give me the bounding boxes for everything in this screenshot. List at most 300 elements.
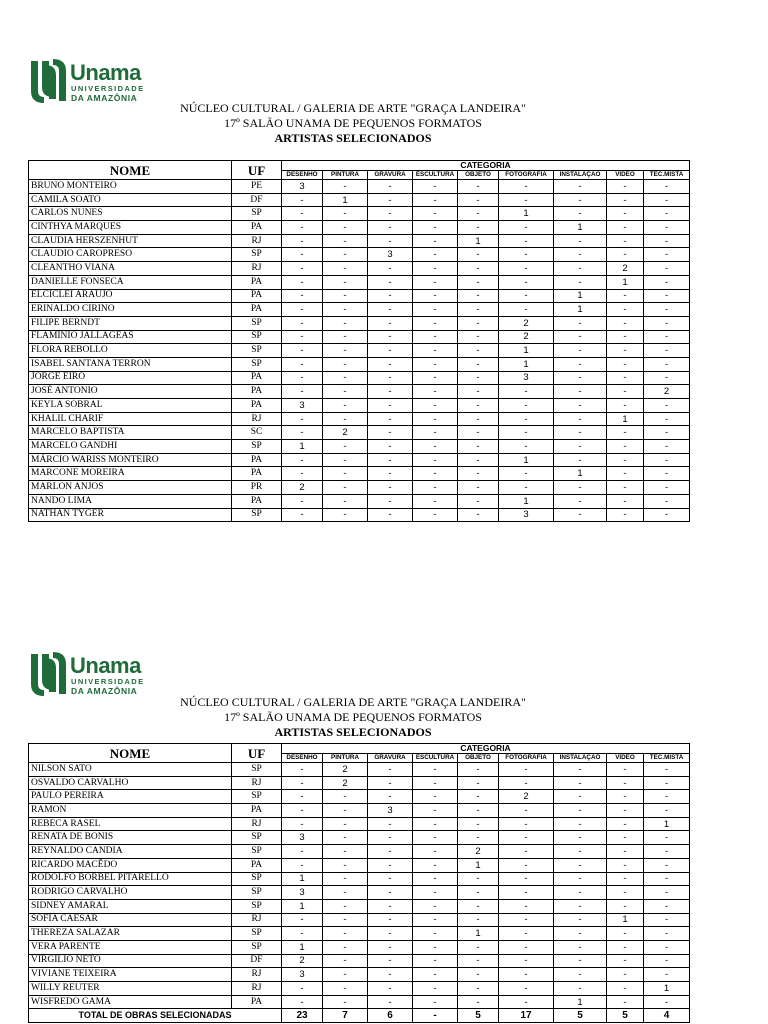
category-count: - — [458, 453, 499, 467]
category-count: - — [554, 440, 607, 454]
category-count: - — [458, 357, 499, 371]
category-count: - — [413, 385, 458, 399]
category-count: - — [368, 316, 413, 330]
category-count: - — [323, 399, 368, 413]
category-count: - — [413, 221, 458, 235]
artist-name: CARLOS NUNES — [29, 207, 232, 221]
category-count: - — [458, 804, 499, 818]
category-count: - — [368, 858, 413, 872]
category-count: - — [554, 193, 607, 207]
category-count: - — [413, 845, 458, 859]
category-count: - — [499, 831, 554, 845]
column-header-category: ESCULTURA — [413, 754, 458, 763]
category-count: - — [282, 316, 323, 330]
category-count: - — [499, 262, 554, 276]
column-header-category: TEC.MISTA — [644, 171, 690, 180]
category-count: - — [413, 316, 458, 330]
category-count: - — [458, 494, 499, 508]
category-count: - — [554, 426, 607, 440]
artist-name: REYNALDO CANDIA — [29, 845, 232, 859]
category-count: - — [368, 872, 413, 886]
category-count: - — [368, 968, 413, 982]
category-count: - — [282, 371, 323, 385]
brand-line1: UNIVERSIDADE — [71, 677, 145, 686]
category-count: - — [499, 817, 554, 831]
category-count: 1 — [499, 453, 554, 467]
category-count: - — [368, 180, 413, 194]
category-count: - — [644, 289, 690, 303]
category-count: 2 — [607, 262, 644, 276]
category-count: - — [413, 954, 458, 968]
category-count: - — [554, 790, 607, 804]
category-count: 1 — [458, 927, 499, 941]
category-count: - — [413, 858, 458, 872]
artist-uf: PA — [232, 221, 282, 235]
category-count: - — [644, 467, 690, 481]
artist-uf: PA — [232, 995, 282, 1009]
table-row — [29, 913, 690, 927]
table-row — [29, 440, 690, 454]
category-count: - — [499, 275, 554, 289]
artist-uf: PA — [232, 467, 282, 481]
artist-uf: SP — [232, 872, 282, 886]
category-count: - — [413, 453, 458, 467]
category-count: - — [282, 207, 323, 221]
table-row — [29, 886, 690, 900]
category-count: 1 — [554, 303, 607, 317]
category-count: - — [323, 440, 368, 454]
category-count: - — [554, 275, 607, 289]
category-count: - — [368, 357, 413, 371]
category-count: - — [644, 481, 690, 495]
artist-uf: DF — [232, 193, 282, 207]
artist-name: RAMON — [29, 804, 232, 818]
category-count: - — [282, 193, 323, 207]
category-count: - — [554, 399, 607, 413]
table-row — [29, 467, 690, 481]
category-count: - — [458, 426, 499, 440]
category-count: - — [499, 481, 554, 495]
category-count: - — [554, 494, 607, 508]
artist-uf: PA — [232, 804, 282, 818]
artist-name: DANIELLE FONSECA — [29, 275, 232, 289]
category-count: - — [413, 940, 458, 954]
category-count: - — [282, 927, 323, 941]
category-count: - — [323, 262, 368, 276]
column-header-category: TEC.MISTA — [644, 754, 690, 763]
category-count: 1 — [554, 995, 607, 1009]
category-count: - — [499, 858, 554, 872]
category-count: - — [499, 804, 554, 818]
category-count: - — [458, 440, 499, 454]
category-count: - — [458, 968, 499, 982]
category-count: - — [607, 193, 644, 207]
category-count: 1 — [499, 344, 554, 358]
header-line1: NÚCLEO CULTURAL / GALERIA DE ARTE "GRAÇA LANDEIRA" — [180, 101, 526, 115]
column-header-category: ESCULTURA — [413, 171, 458, 180]
brand-name: Unama — [70, 653, 141, 678]
category-count: - — [554, 804, 607, 818]
category-count: 3 — [499, 508, 554, 522]
artist-uf: RJ — [232, 412, 282, 426]
category-count: 2 — [499, 330, 554, 344]
artist-name: CINTHYA MARQUES — [29, 221, 232, 235]
table-row — [29, 344, 690, 358]
artist-name: CLEANTHO VIANA — [29, 262, 232, 276]
category-count: 1 — [607, 913, 644, 927]
category-count: - — [554, 234, 607, 248]
category-count: - — [644, 968, 690, 982]
category-count: - — [282, 467, 323, 481]
category-count: - — [644, 995, 690, 1009]
category-count: 1 — [554, 221, 607, 235]
category-count: - — [368, 330, 413, 344]
artist-name: FLAMÍNIO JALLAGEAS — [29, 330, 232, 344]
category-count: - — [644, 845, 690, 859]
category-count: - — [368, 481, 413, 495]
artist-uf: PA — [232, 399, 282, 413]
category-count: - — [282, 508, 323, 522]
category-count: - — [554, 954, 607, 968]
category-count: - — [368, 371, 413, 385]
category-count: - — [368, 995, 413, 1009]
category-count: - — [644, 508, 690, 522]
category-count: - — [458, 180, 499, 194]
category-count: - — [368, 193, 413, 207]
artist-uf: RJ — [232, 982, 282, 996]
category-count: - — [554, 763, 607, 777]
artist-uf: RJ — [232, 262, 282, 276]
artist-uf: SP — [232, 330, 282, 344]
column-header-category: INSTALAÇAO — [554, 171, 607, 180]
artist-name: CLAUDIO CAROPRESO — [29, 248, 232, 262]
category-count: - — [458, 831, 499, 845]
table-row — [29, 289, 690, 303]
category-count: - — [644, 275, 690, 289]
category-count: - — [323, 494, 368, 508]
category-count: - — [499, 995, 554, 1009]
category-count: - — [323, 344, 368, 358]
category-count: - — [607, 289, 644, 303]
category-count: - — [282, 494, 323, 508]
unama-logo-icon — [28, 650, 68, 698]
artist-name: KEYLA SOBRAL — [29, 399, 232, 413]
category-count: - — [368, 831, 413, 845]
category-count: - — [368, 399, 413, 413]
category-count: - — [413, 508, 458, 522]
category-count: - — [282, 453, 323, 467]
category-count: - — [282, 426, 323, 440]
column-header-uf: UF — [232, 744, 282, 763]
category-count: - — [644, 954, 690, 968]
category-count: - — [644, 453, 690, 467]
category-count: - — [554, 899, 607, 913]
category-count: - — [368, 426, 413, 440]
category-count: 2 — [499, 790, 554, 804]
category-count: - — [413, 763, 458, 777]
category-count: - — [323, 248, 368, 262]
header-line2: 17º SALÃO UNAMA DE PEQUENOS FORMATOS — [224, 116, 482, 130]
category-count: - — [368, 385, 413, 399]
category-count: - — [368, 790, 413, 804]
category-count: 2 — [282, 954, 323, 968]
category-count: - — [413, 412, 458, 426]
category-count: - — [282, 303, 323, 317]
category-count: - — [644, 221, 690, 235]
table-row — [29, 234, 690, 248]
category-count: - — [413, 344, 458, 358]
category-count: - — [644, 193, 690, 207]
header-line3: ARTISTAS SELECIONADOS — [274, 131, 432, 145]
category-count: 2 — [323, 426, 368, 440]
category-count: - — [554, 968, 607, 982]
artist-name: ERINALDO CIRINO — [29, 303, 232, 317]
table-row — [29, 426, 690, 440]
category-count: - — [323, 982, 368, 996]
category-count: - — [458, 330, 499, 344]
category-count: - — [413, 275, 458, 289]
category-count: - — [323, 412, 368, 426]
artist-name: NILSON SATO — [29, 763, 232, 777]
category-count: - — [413, 804, 458, 818]
category-count: - — [499, 886, 554, 900]
artist-name: VIVIANE TEIXEIRA — [29, 968, 232, 982]
artist-uf: PA — [232, 385, 282, 399]
category-count: - — [458, 248, 499, 262]
category-count: - — [458, 207, 499, 221]
table-row — [29, 481, 690, 495]
category-count: 1 — [644, 817, 690, 831]
category-count: - — [413, 995, 458, 1009]
table-row — [29, 831, 690, 845]
category-count: - — [413, 886, 458, 900]
unama-logo — [28, 650, 158, 698]
artist-name: SOFIA CAESAR — [29, 913, 232, 927]
artist-name: MARCELO GANDHI — [29, 440, 232, 454]
category-count: - — [554, 886, 607, 900]
category-count: - — [554, 316, 607, 330]
artist-uf: PA — [232, 494, 282, 508]
category-count: - — [607, 968, 644, 982]
artist-name: CAMILA SOATO — [29, 193, 232, 207]
column-header-category: FOTOGRAFIA — [499, 754, 554, 763]
table-row — [29, 899, 690, 913]
category-count: - — [499, 440, 554, 454]
category-count: - — [607, 180, 644, 194]
column-header-category: GRAVURA — [368, 754, 413, 763]
table-row — [29, 954, 690, 968]
artist-uf: DF — [232, 954, 282, 968]
artist-name: KHALIL CHARIF — [29, 412, 232, 426]
category-count: - — [323, 357, 368, 371]
total-value: - — [413, 1009, 458, 1023]
category-count: - — [323, 872, 368, 886]
table-row — [29, 845, 690, 859]
category-count: - — [499, 968, 554, 982]
table-row — [29, 357, 690, 371]
category-count: - — [282, 262, 323, 276]
category-count: - — [458, 913, 499, 927]
category-count: - — [413, 817, 458, 831]
table-row — [29, 303, 690, 317]
category-count: - — [607, 927, 644, 941]
category-count: - — [644, 234, 690, 248]
category-count: 1 — [458, 858, 499, 872]
column-header-uf: UF — [232, 161, 282, 180]
header-line2: 17º SALÃO UNAMA DE PEQUENOS FORMATOS — [224, 710, 482, 724]
category-count: - — [607, 831, 644, 845]
category-count: - — [458, 940, 499, 954]
category-count: - — [413, 330, 458, 344]
category-count: - — [607, 763, 644, 777]
category-count: - — [554, 776, 607, 790]
category-count: - — [554, 330, 607, 344]
category-count: 3 — [368, 804, 413, 818]
table-row — [29, 968, 690, 982]
artist-uf: RJ — [232, 776, 282, 790]
category-count: - — [499, 234, 554, 248]
column-header-category: PINTURA — [323, 754, 368, 763]
artist-name: REBECA RASEL — [29, 817, 232, 831]
category-count: - — [413, 371, 458, 385]
category-count: 1 — [499, 494, 554, 508]
category-count: - — [607, 940, 644, 954]
category-count: - — [499, 193, 554, 207]
category-count: - — [458, 481, 499, 495]
category-count: - — [413, 899, 458, 913]
artist-name: RODRIGO CARVALHO — [29, 886, 232, 900]
category-count: - — [368, 467, 413, 481]
category-count: - — [323, 508, 368, 522]
category-count: - — [554, 248, 607, 262]
header-line3: ARTISTAS SELECIONADOS — [274, 725, 432, 739]
category-count: - — [368, 508, 413, 522]
category-count: - — [323, 234, 368, 248]
category-count: 1 — [282, 899, 323, 913]
category-count: - — [499, 776, 554, 790]
category-count: 2 — [323, 763, 368, 777]
category-count: 3 — [499, 371, 554, 385]
category-count: - — [554, 262, 607, 276]
artist-name: THEREZA SALAZAR — [29, 927, 232, 941]
artist-name: PAULO PEREIRA — [29, 790, 232, 804]
total-value: 5 — [554, 1009, 607, 1023]
category-count: 2 — [282, 481, 323, 495]
column-header-categoria: CATEGORIA — [282, 161, 690, 171]
category-count: - — [413, 193, 458, 207]
category-count: - — [282, 763, 323, 777]
table-row — [29, 193, 690, 207]
category-count: - — [413, 262, 458, 276]
category-count: 1 — [644, 982, 690, 996]
unama-logo — [28, 57, 158, 105]
category-count: - — [458, 763, 499, 777]
column-header-category: OBJETO — [458, 754, 499, 763]
total-value: 6 — [368, 1009, 413, 1023]
column-header-nome: NOME — [29, 744, 232, 763]
category-count: - — [554, 207, 607, 221]
category-count: - — [499, 221, 554, 235]
category-count: - — [413, 790, 458, 804]
category-count: - — [644, 344, 690, 358]
category-count: - — [499, 303, 554, 317]
total-value: 17 — [499, 1009, 554, 1023]
category-count: 1 — [323, 193, 368, 207]
artist-uf: SP — [232, 440, 282, 454]
artist-name: RODOLFO BORBEL PITARELLO — [29, 872, 232, 886]
category-count: - — [282, 385, 323, 399]
category-count: - — [644, 399, 690, 413]
category-count: - — [607, 776, 644, 790]
category-count: - — [607, 858, 644, 872]
category-count: - — [323, 858, 368, 872]
artist-uf: SC — [232, 426, 282, 440]
category-count: - — [458, 954, 499, 968]
artist-uf: SP — [232, 357, 282, 371]
category-count: - — [282, 234, 323, 248]
category-count: - — [413, 234, 458, 248]
table-row — [29, 371, 690, 385]
category-count: - — [554, 180, 607, 194]
category-count: - — [644, 899, 690, 913]
table-row — [29, 330, 690, 344]
category-count: - — [368, 817, 413, 831]
category-count: - — [458, 817, 499, 831]
category-count: - — [607, 481, 644, 495]
category-count: - — [499, 899, 554, 913]
artist-name: MARCELO BAPTISTA — [29, 426, 232, 440]
table-row — [29, 385, 690, 399]
category-count: 3 — [282, 968, 323, 982]
category-count: - — [499, 426, 554, 440]
artist-uf: RJ — [232, 968, 282, 982]
category-count: - — [607, 494, 644, 508]
category-count: - — [644, 913, 690, 927]
category-count: - — [282, 248, 323, 262]
category-count: - — [413, 440, 458, 454]
category-count: - — [323, 804, 368, 818]
category-count: - — [458, 344, 499, 358]
artist-uf: PA — [232, 858, 282, 872]
category-count: 3 — [368, 248, 413, 262]
category-count: - — [323, 845, 368, 859]
category-count: - — [458, 275, 499, 289]
column-header-category: GRAVURA — [368, 171, 413, 180]
artist-uf: SP — [232, 316, 282, 330]
category-count: - — [323, 303, 368, 317]
category-count: - — [499, 845, 554, 859]
category-count: - — [607, 845, 644, 859]
category-count: - — [644, 426, 690, 440]
artist-name: JOSÉ ANTONIO — [29, 385, 232, 399]
category-count: - — [282, 275, 323, 289]
artist-uf: RJ — [232, 234, 282, 248]
brand-line2: DA AMAZÔNIA — [71, 93, 138, 103]
category-count: - — [607, 440, 644, 454]
category-count: - — [644, 180, 690, 194]
document-header — [0, 695, 706, 740]
category-count: - — [554, 858, 607, 872]
category-count: - — [644, 804, 690, 818]
category-count: - — [554, 453, 607, 467]
category-count: 3 — [282, 886, 323, 900]
table-row — [29, 180, 690, 194]
artist-name: VIRGÍLIO NETO — [29, 954, 232, 968]
category-count: - — [644, 262, 690, 276]
category-count: - — [458, 776, 499, 790]
category-count: - — [554, 872, 607, 886]
table-row — [29, 872, 690, 886]
